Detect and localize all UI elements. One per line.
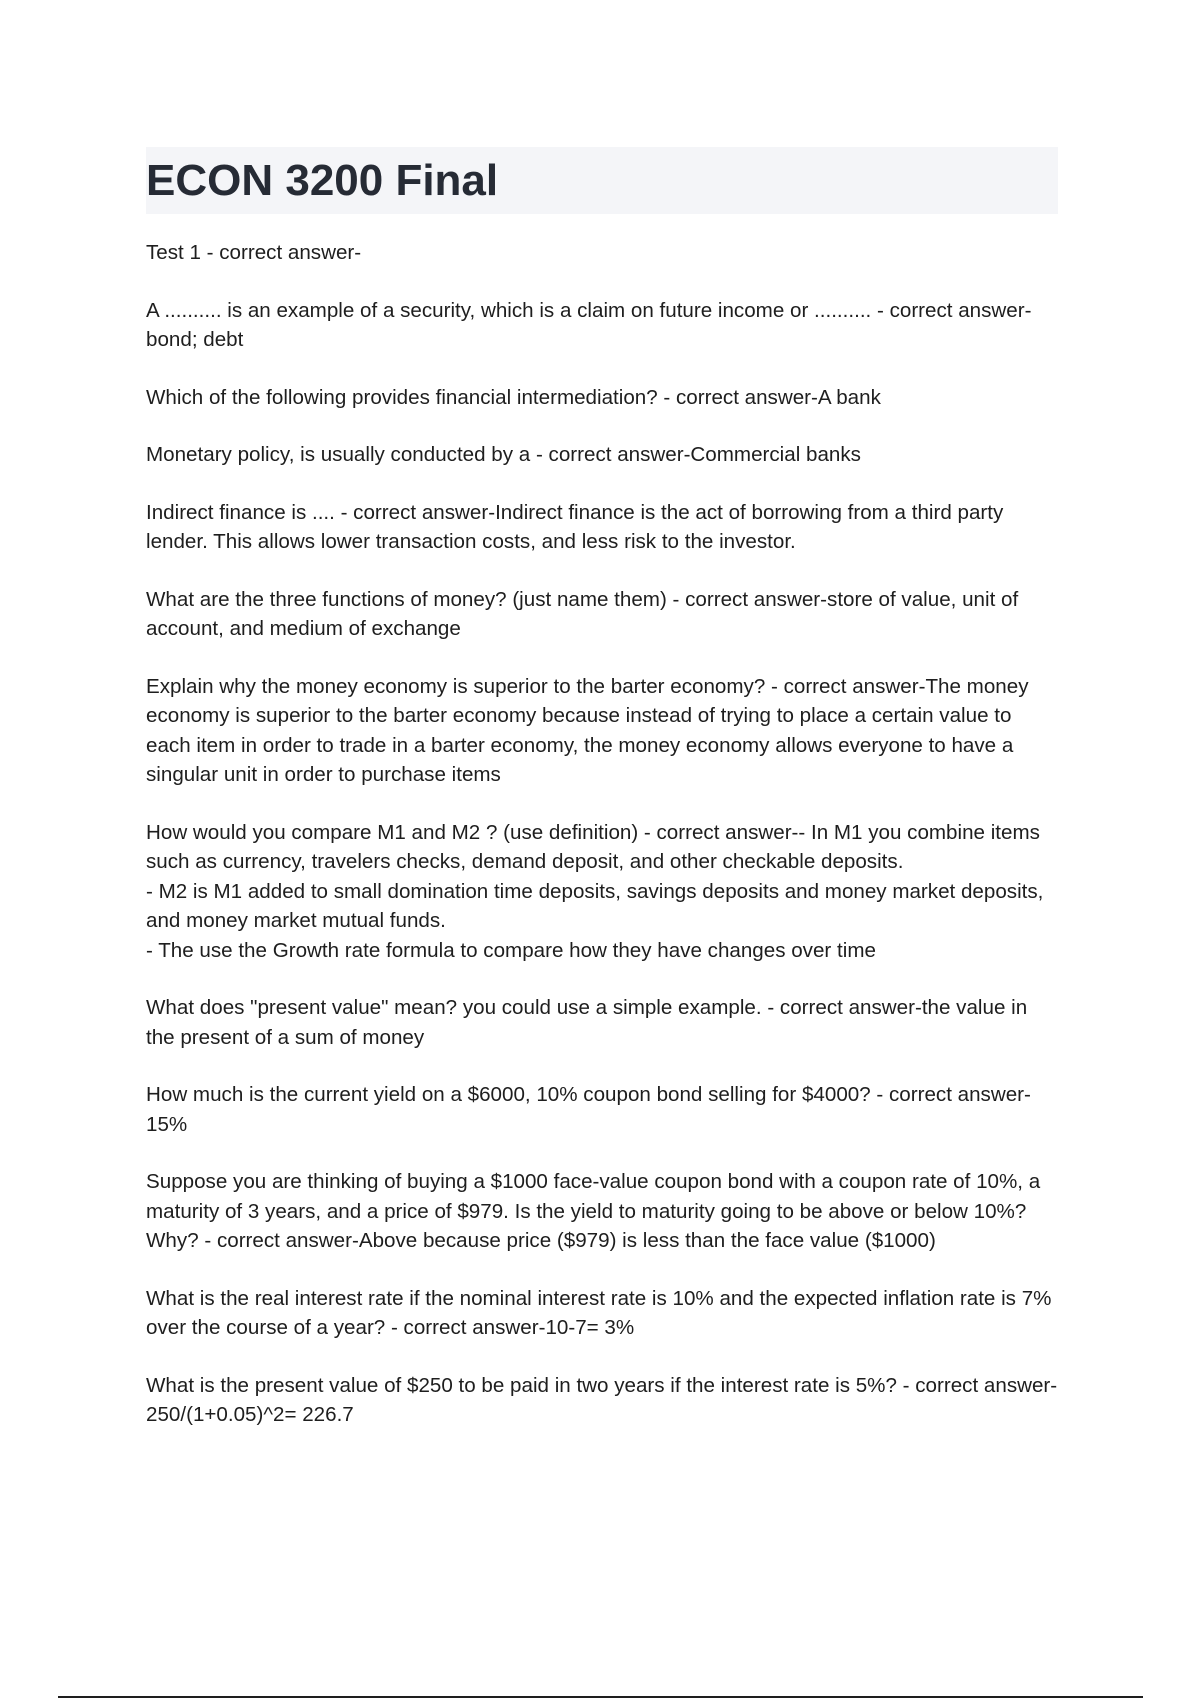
qa-item: Indirect finance is .... - correct answer-Indirect finance is the act of borrowing from a third party lender. This allows lower transaction costs, and less risk to the investor.	[146, 500, 1004, 553]
qa-item: What are the three functions of money? (just name them) - correct answer-store of value, unit of account, and medium of exchange	[146, 587, 1019, 640]
qa-item: What is the present value of $250 to be paid in two years if the interest rate is 5%? - correct answer-250/(1+0.05)^2= 226.7	[146, 1373, 1058, 1426]
page-title: ECON 3200 Final	[146, 156, 499, 205]
qa-item: What does "present value" mean? you could use a simple example. - correct answer-the value in the present of a sum of money	[146, 996, 1028, 1049]
qa-item: Test 1 - correct answer-	[146, 241, 362, 264]
qa-item: A .......... is an example of a security, which is a claim on future income or .......... - correct answer-bond; debt	[146, 298, 1032, 351]
qa-item: What is the real interest rate if the nominal interest rate is 10% and the expected inflation rate is 7% over the course of a year? - correct answer-10-7= 3%	[146, 1286, 1052, 1339]
footer-divider	[58, 1696, 1143, 1698]
qa-item: Explain why the money economy is superior to the barter economy? - correct answer-The money economy is superior to the barter economy because instead of trying to place a certain value to each item in order to trade in a barter economy, the money economy allows everyone to have a singular unit in order to purchase items	[146, 674, 1029, 786]
qa-item: How would you compare M1 and M2 ? (use definition) - correct answer-- In M1 you combine items such as currency, travelers checks, demand deposit, and other checkable deposits. - M2 is M1 added to small domination time deposits, savings deposits and money market deposits, and money market mutual funds. - The use the Growth rate formula to compare how they have changes over time	[146, 820, 1044, 962]
qa-item: Which of the following provides financial intermediation? - correct answer-A bank	[146, 385, 881, 409]
qa-item: Suppose you are thinking of buying a $1000 face-value coupon bond with a coupon rate of 10%, a maturity of 3 years, and a price of $979. Is the yield to maturity going to be above or below 10%? Why? - correct answer-Above because price ($979) is less than the face value ($1000)	[146, 1170, 1041, 1252]
qa-item: Monetary policy, is usually conducted by a - correct answer-Commercial banks	[146, 443, 861, 466]
qa-list	[146, 238, 1058, 1458]
qa-item: How much is the current yield on a $6000, 10% coupon bond selling for $4000? - correct answer-15%	[146, 1083, 1031, 1136]
